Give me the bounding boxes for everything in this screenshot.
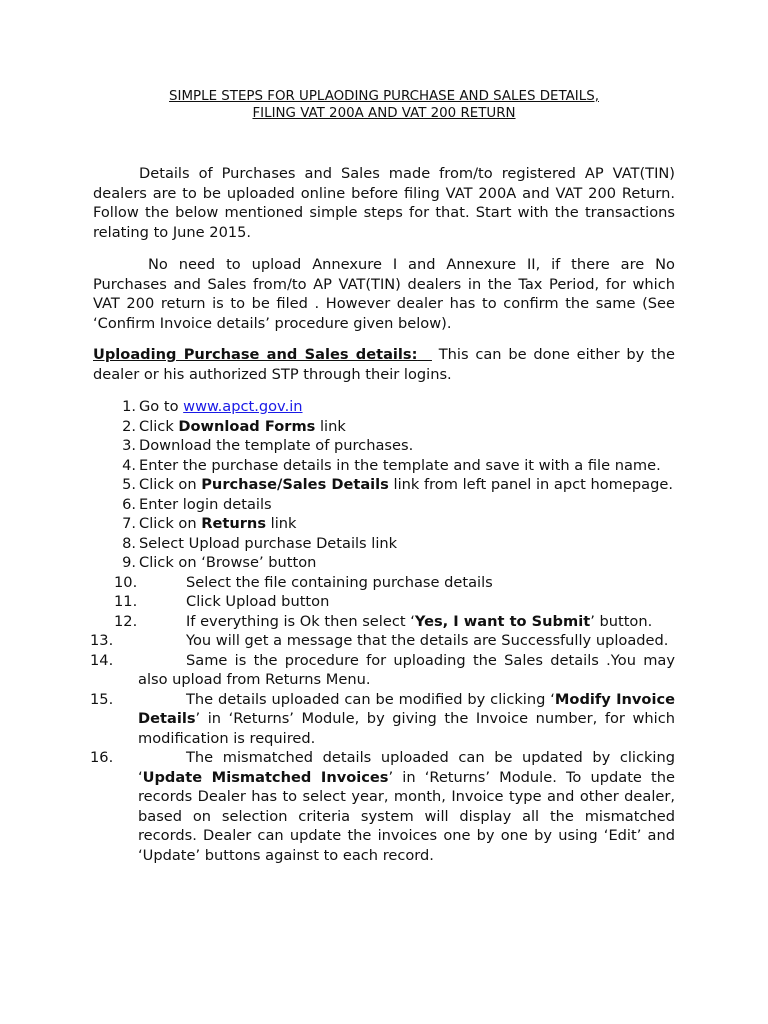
title-line-2: FILING VAT 200A AND VAT 200 RETURN bbox=[252, 106, 516, 121]
list-item: 10. Select the file containing purchase details bbox=[114, 573, 493, 591]
list-item: 1. Go to www.apct.gov.in bbox=[122, 398, 303, 415]
list-item: 5. Click on Purchase/Sales Details link from left panel in apct homepage. bbox=[122, 476, 673, 493]
note-paragraph: No need to upload Annexure I and Annexure II, if there are No Purchases and Sales from/to AP VAT(TIN) dealers in the Tax Period, for which VAT 200 return is to be filed . However dealer has to confirm the same (See ‘Confirm Invoice details’ procedure given below). bbox=[93, 256, 675, 332]
list-item: 13. You will get a message that the details are Successfully uploaded. bbox=[90, 632, 669, 649]
steps-list bbox=[90, 397, 675, 865]
list-item: 11. Click Upload button bbox=[114, 593, 330, 610]
section-heading: Uploading Purchase and Sales details: bbox=[93, 346, 418, 363]
list-item: 15. The details uploaded can be modified by clicking ‘Modify Invoice Details’ in ‘Returns’ Module, by giving the Invoice number, for which modification is required. bbox=[90, 690, 675, 747]
list-item: 7. Click on Returns link bbox=[122, 515, 297, 532]
list-item: 14. Same is the procedure for uploading the Sales details .You may also upload from Returns Menu. bbox=[90, 651, 675, 688]
title-line-1: SIMPLE STEPS FOR UPLAODING PURCHASE AND SALES DETAILS, bbox=[169, 89, 599, 104]
section-paragraph bbox=[93, 345, 675, 384]
list-item: 16. The mismatched details uploaded can be updated by clicking ‘Update Mismatched Invoices’ in ‘Returns’ Module. To update the records Dealer has to select year, month, Invoice type and other dealer, based on selection criteria system will display all the mismatched records. Dealer can update the invoices one by one by using ‘Edit’ and ‘Update’ buttons against to each record. bbox=[90, 749, 675, 864]
list-item: 3. Download the template of purchases. bbox=[122, 437, 414, 454]
list-item: 6. Enter login details bbox=[122, 495, 272, 513]
intro-paragraph: Details of Purchases and Sales made from/to registered AP VAT(TIN) dealers are to be uploaded online before filing VAT 200A and VAT 200 Return. Follow the below mentioned simple steps for that. Start with the transactions relating to June 2015. bbox=[93, 165, 675, 241]
apct-link[interactable]: www.apct.gov.in bbox=[183, 398, 303, 415]
document-title bbox=[0, 88, 768, 122]
list-item: 8. Select Upload purchase Details link bbox=[122, 534, 398, 552]
list-item: 12. If everything is Ok then select ‘Yes, I want to Submit’ button. bbox=[114, 612, 653, 630]
list-item: 9. Click on ‘Browse’ button bbox=[122, 554, 317, 571]
list-item: 4. Enter the purchase details in the template and save it with a file name. bbox=[122, 456, 661, 474]
list-item: 2. Click Download Forms link bbox=[122, 417, 346, 435]
section-text: This can be done either by the dealer or his authorized STP through their logins. bbox=[93, 346, 675, 383]
